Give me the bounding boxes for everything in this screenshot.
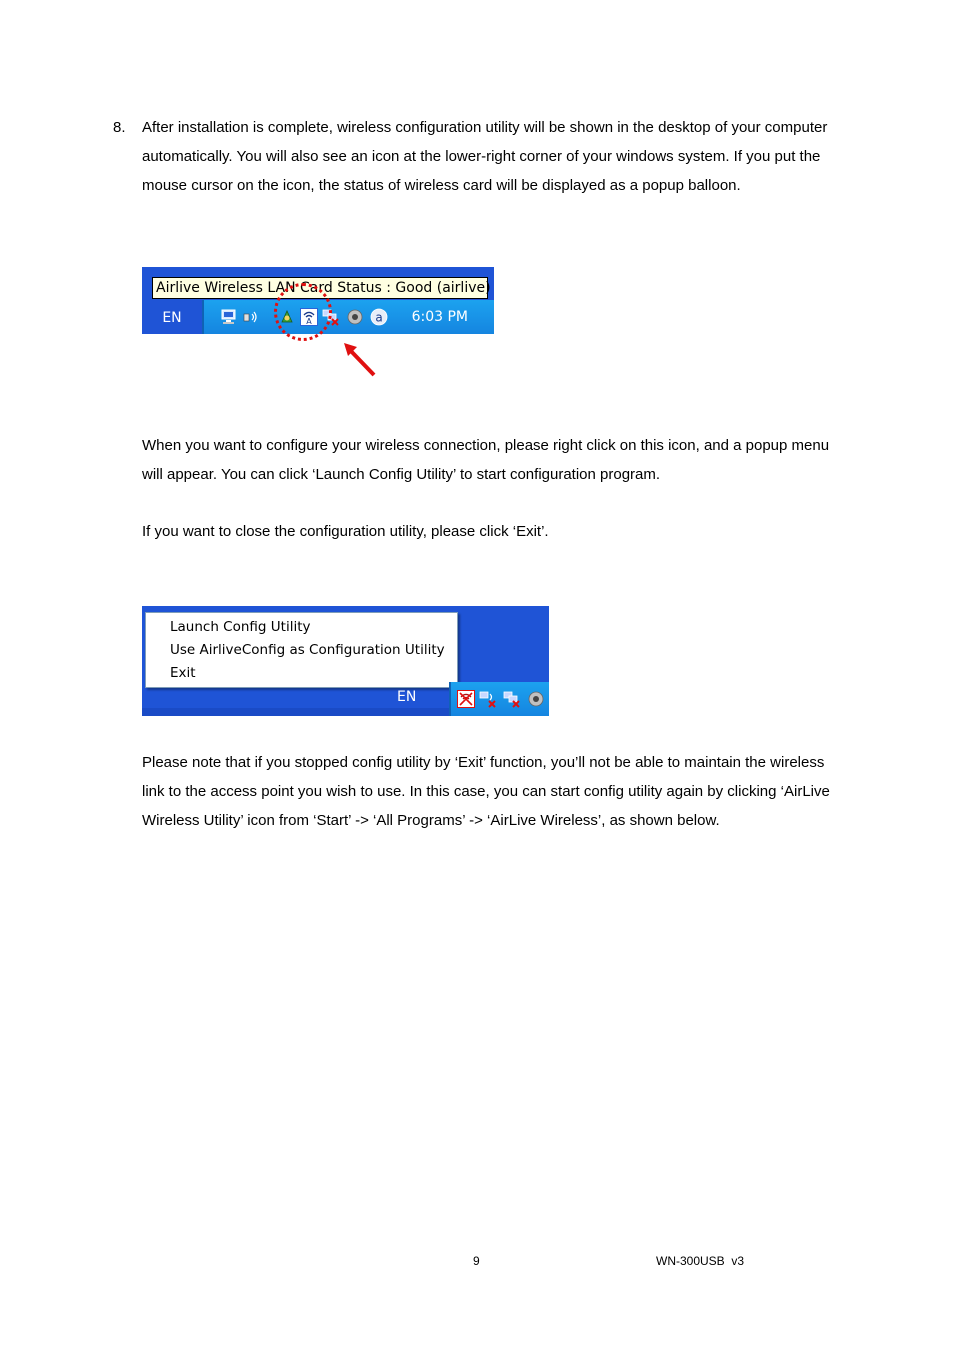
taskbar-screenshot-context-menu <box>142 606 549 716</box>
speaker-icon[interactable] <box>242 308 260 326</box>
taskbar-strip <box>142 708 449 716</box>
pointer-arrow-icon <box>340 339 380 379</box>
step-8-text: After installation is complete, wireless configuration utility will be shown in the desktop of your computer automatically. You will also see an icon at the lower-right corner of your windows system. If you put the mouse cursor on the icon, the status of wireless card will be displayed as a popup balloon. <box>142 119 828 194</box>
svg-text:a: a <box>375 310 383 325</box>
airlive-wireless-off-icon[interactable] <box>457 690 475 708</box>
network-disconnected-icon[interactable] <box>479 690 497 708</box>
volume-icon[interactable] <box>527 690 545 708</box>
system-tray <box>449 682 549 716</box>
svg-text:A: A <box>306 317 312 326</box>
menu-item-launch-config-utility[interactable]: Launch Config Utility <box>170 619 311 635</box>
model-label: WN-300USB v3 <box>656 1254 745 1268</box>
taskbar-screenshot-status-balloon <box>142 267 494 334</box>
help-icon[interactable] <box>370 308 388 326</box>
page-number: 9 <box>473 1254 480 1268</box>
menu-item-use-airliveconfig[interactable]: Use AirliveConfig as Configuration Utility <box>170 642 445 658</box>
network-icon[interactable] <box>220 308 238 326</box>
right-click-instructions: When you want to configure your wireless connection, please right click on this icon, and a popup menu will appear. You can click ‘Launch Config Utility’ to start configuration program. <box>142 437 830 483</box>
restart-instructions: Please note that if you stopped config utility by ‘Exit’ function, you’ll not be able to maintain the wireless link to the access point you wish to use. In this case, you can start config utility again by clicking ‘AirLive Wireless Utility’ icon from ‘Start’ -> ‘All Programs’ -> ‘AirLive Wireless’, as shown below. <box>142 754 830 829</box>
highlight-circle <box>274 283 332 341</box>
volume-icon[interactable] <box>346 308 364 326</box>
taskbar-clock[interactable]: 6:03 PM <box>411 309 468 325</box>
exit-instructions: If you want to close the configuration utility, please click ‘Exit’. <box>142 523 549 540</box>
system-tray <box>202 300 494 334</box>
step-number: 8. <box>113 119 126 136</box>
menu-item-exit[interactable]: Exit <box>170 665 196 681</box>
language-indicator[interactable]: EN <box>162 310 182 326</box>
network-disconnected-icon[interactable] <box>503 690 521 708</box>
language-indicator[interactable]: EN <box>397 689 417 705</box>
tray-context-menu <box>145 612 458 688</box>
status-balloon-tooltip: Airlive Wireless LAN Card Status : Good (airlive) <box>152 277 488 299</box>
